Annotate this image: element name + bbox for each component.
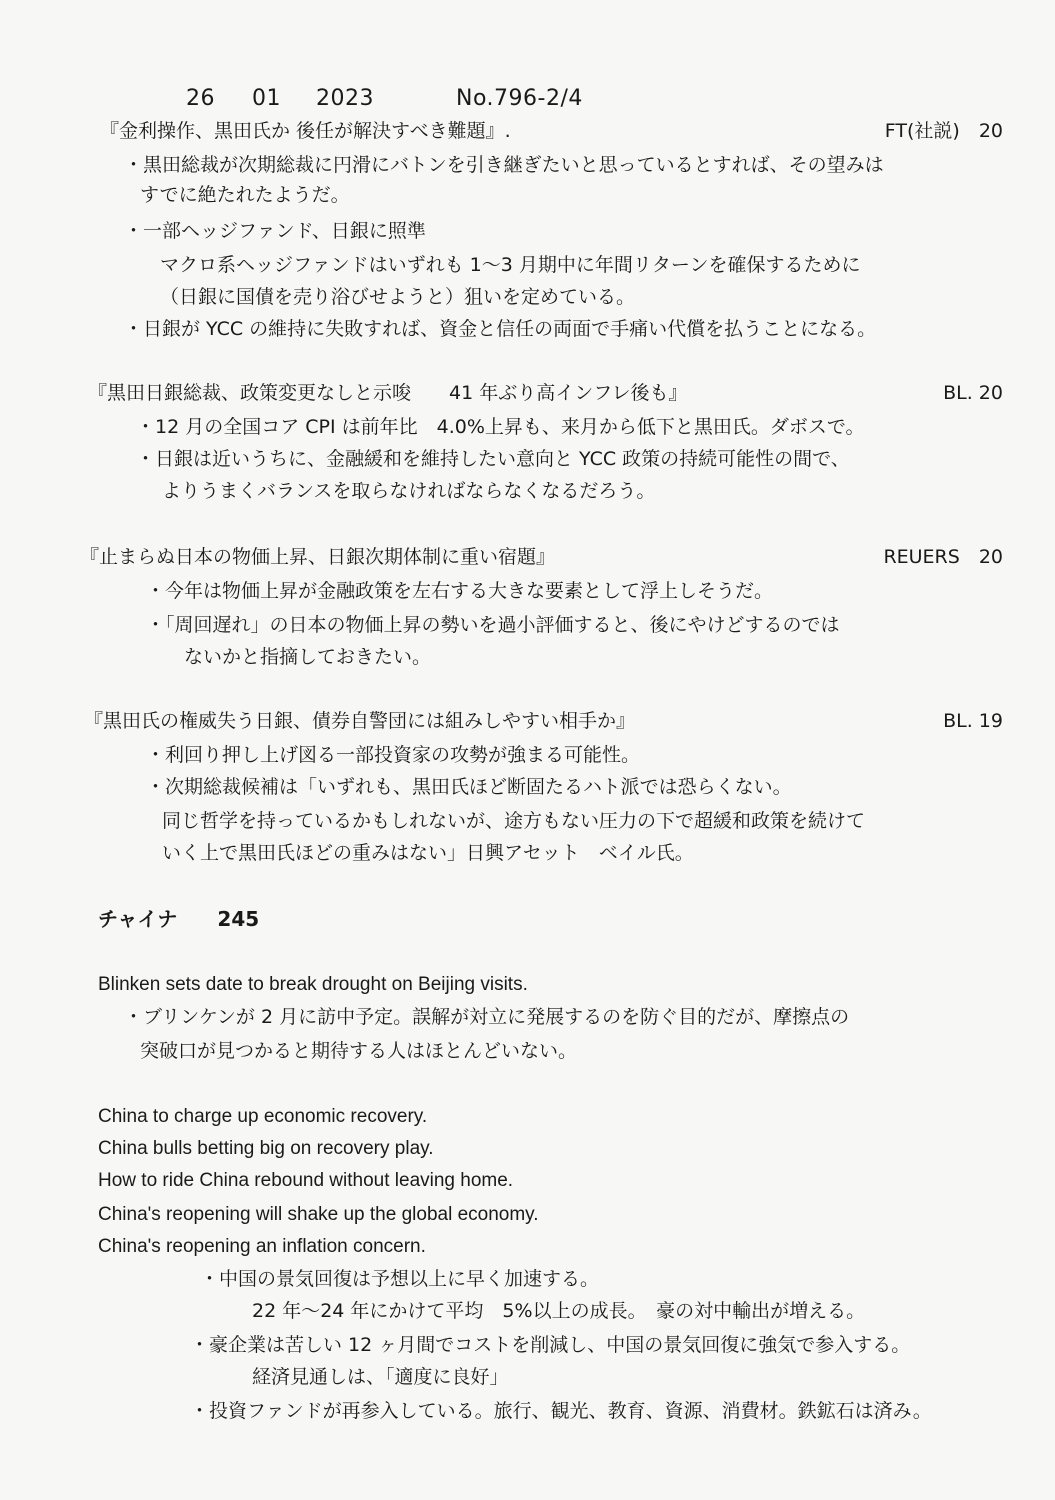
section3-line3: ないかと指摘しておきたい。 — [184, 646, 432, 668]
header-year: 2023 — [316, 86, 374, 111]
header-number: No.796-2/4 — [456, 86, 583, 111]
china-blinken-line1: ・ブリンケンが 2 月に訪中予定。誤解が対立に発展するのを防ぐ目的だが、摩擦点の — [124, 1006, 850, 1028]
china-bullet-1: ・中国の景気回復は予想以上に早く加速する。 — [200, 1268, 600, 1290]
section1-line3: ・一部ヘッジファンド、日銀に照準 — [124, 220, 426, 242]
section4-line1: ・利回り押し上げ図る一部投資家の攻勢が強まる可能性。 — [146, 744, 641, 766]
china-bullet-2-detail: 経済見通しは、「適度に良好」 — [252, 1366, 509, 1388]
section2-source: BL. 20 — [943, 382, 1003, 404]
china-blinken-headline: Blinken sets date to break drought on Beijing visits. — [98, 974, 528, 995]
section2-line1: ・12 月の全国コア CPI は前年比 4.0%上昇も、来月から低下と黒田氏。ダボスで。 — [136, 416, 865, 438]
header-day: 26 — [186, 86, 215, 111]
section4-source: BL. 19 — [943, 710, 1003, 732]
china-headline-4: China's reopening will shake up the global economy. — [98, 1204, 539, 1225]
china-headline-1: China to charge up economic recovery. — [98, 1106, 428, 1127]
china-heading: チャイナ 245 — [98, 907, 260, 931]
china-blinken-line2: 突破口が見つかると期待する人はほとんどいない。 — [140, 1040, 578, 1062]
section1-line4: マクロ系ヘッジファンドはいずれも 1～3 月期中に年間リターンを確保するために — [160, 254, 861, 276]
china-bullet-3: ・投資ファンドが再参入している。旅行、観光、教育、資源、消費材。鉄鉱石は済み。 — [190, 1400, 932, 1422]
section4-title: 『黒田氏の権威失う日銀、債券自警団には組みしやすい相手か』 — [84, 710, 636, 732]
section1-line5: （日銀に国債を売り浴びせようと）狙いを定めている。 — [160, 286, 636, 308]
section2-line2: ・日銀は近いうちに、金融緩和を維持したい意向と YCC 政策の持続可能性の間で、 — [136, 448, 850, 470]
section1-line2: すでに絶たれたようだ。 — [140, 184, 350, 206]
section4-line3: 同じ哲学を持っているかもしれないが、途方もない圧力の下で超緩和政策を続けて — [162, 810, 866, 832]
section3-line1: ・今年は物価上昇が金融政策を左右する大きな要素として浮上しそうだ。 — [146, 580, 774, 602]
section2-line3: よりうまくバランスを取らなければならなくなるだろう。 — [162, 480, 656, 502]
china-bullet-1-detail: 22 年～24 年にかけて平均 5%以上の成長。 豪の対中輸出が増える。 — [252, 1300, 866, 1322]
section3-source: REUERS 20 — [883, 546, 1003, 568]
section1-line6: ・日銀が YCC の維持に失敗すれば、資金と信任の両面で手痛い代償を払うことになる。 — [124, 318, 877, 340]
china-bullet-2: ・豪企業は苦しい 12 ヶ月間でコストを削減し、中国の景気回復に強気で参入する。 — [190, 1334, 911, 1356]
header-month: 01 — [252, 86, 281, 111]
section1-line1: ・黒田総裁が次期総裁に円滑にバトンを引き継ぎたいと思っているとすれば、その望みは — [124, 154, 884, 176]
china-headline-2: China bulls betting big on recovery play. — [98, 1138, 434, 1159]
section1-source: FT(社説) 20 — [884, 120, 1003, 142]
section4-line4: いく上で黒田氏ほどの重みはない」日興アセット ベイル氏。 — [162, 842, 694, 864]
section1-title: 『金利操作、黒田氏か 後任が解決すべき難題』. — [100, 120, 511, 142]
section2-title: 『黒田日銀総裁、政策変更なしと示唆 41 年ぶり高インフレ後も』 — [88, 382, 688, 404]
section4-line2: ・次期総裁候補は「いずれも、黒田氏ほど断固たるハト派では恐らくない。 — [146, 776, 792, 798]
section3-line2: ・「周回遅れ」の日本の物価上昇の勢いを過小評価すると、後にやけどするのでは — [146, 614, 840, 636]
section3-title: 『止まらぬ日本の物価上昇、日銀次期体制に重い宿題』 — [80, 546, 556, 568]
china-headline-3: How to ride China rebound without leaving home. — [98, 1170, 514, 1191]
china-headline-5: China's reopening an inflation concern. — [98, 1236, 426, 1257]
